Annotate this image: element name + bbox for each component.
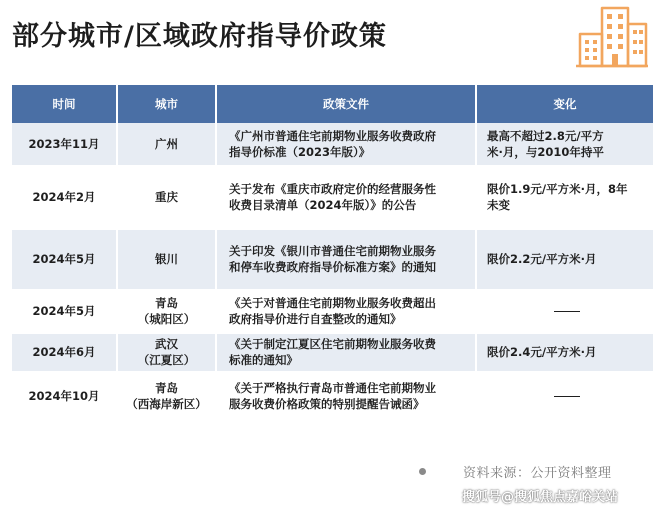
- doc-line: 《关于严格执行青岛市普通住宅前期物业: [229, 381, 436, 395]
- change-line: 限价2.2元/平方米·月: [487, 252, 597, 266]
- doc-line: 政府指导价进行自查整改的通知》: [229, 312, 402, 326]
- doc-line: 《广州市普通住宅前期物业服务收费政府: [229, 128, 436, 143]
- doc-line: 《关于制定江夏区住宅前期物业服务收费: [229, 337, 436, 351]
- cell-doc: [216, 372, 476, 420]
- city-district: （江夏区）: [137, 353, 196, 367]
- city-district: （西海岸新区）: [126, 397, 207, 411]
- doc-line: 《关于对普通住宅前期物业服务收费超出: [229, 296, 436, 310]
- doc-line: 服务收费价格政策的特别提醒告诫函》: [229, 397, 425, 411]
- city-name: 青岛: [155, 296, 178, 310]
- cell-doc: [216, 332, 476, 372]
- change-line: 未变: [487, 198, 510, 212]
- cell-change: [476, 228, 653, 290]
- dash-line: [554, 311, 580, 312]
- dash-line: [554, 396, 580, 397]
- doc-line: 标准的通知》: [229, 353, 298, 367]
- table-row: [12, 332, 653, 372]
- city-name: 银川: [155, 252, 178, 266]
- table-row: [12, 228, 653, 290]
- cell-time: 2023年11月: [12, 123, 117, 166]
- source-note: 资料来源：公开资料整理: [463, 466, 612, 481]
- city-name: 广州: [155, 136, 178, 151]
- cell-city: [117, 332, 216, 372]
- cell-city: [117, 166, 216, 228]
- cell-doc: [216, 290, 476, 332]
- city-buildings-icon: [574, 4, 650, 68]
- doc-line: 关于印发《银川市普通住宅前期物业服务: [229, 244, 436, 258]
- header-time: 时间: [12, 85, 117, 123]
- cell-change: [476, 332, 653, 372]
- table-header-row: [12, 85, 653, 123]
- city-name: 武汉: [155, 337, 178, 351]
- doc-line: 关于发布《重庆市政府定价的经营服务性: [229, 182, 436, 196]
- policy-table: [12, 85, 653, 422]
- cell-city: [117, 290, 216, 332]
- city-district: （城阳区）: [137, 312, 196, 326]
- doc-line: 收费目录清单（2024年版）》的公告: [229, 198, 417, 212]
- cell-change: [476, 123, 653, 166]
- city-name: 重庆: [155, 190, 178, 204]
- doc-line: 指导价标准（2023年版）》: [229, 144, 371, 159]
- table-row: [12, 166, 653, 228]
- table-row: [12, 123, 653, 166]
- cell-city: [117, 372, 216, 420]
- cell-change: [476, 166, 653, 228]
- cell-city: [117, 123, 216, 166]
- cell-doc: [216, 123, 476, 166]
- change-line: 最高不超过2.8元/平方: [487, 128, 604, 143]
- cell-time: 2024年2月: [12, 166, 117, 228]
- cell-time: 2024年5月: [12, 228, 117, 290]
- header-city: 城市: [117, 85, 216, 123]
- header-change: 变化: [476, 85, 653, 123]
- cell-change: [476, 372, 653, 420]
- cell-time: 2024年5月: [12, 290, 117, 332]
- table-row: [12, 290, 653, 332]
- change-line: 限价2.4元/平方米·月: [487, 345, 597, 359]
- cell-time: 2024年6月: [12, 332, 117, 372]
- cell-change: [476, 290, 653, 332]
- doc-line: 和停车收费政府指导价标准方案》的通知: [229, 260, 436, 274]
- header-doc: 政策文件: [216, 85, 476, 123]
- change-line: 限价1.9元/平方米·月，8年: [487, 182, 628, 196]
- city-name: 青岛: [155, 381, 178, 395]
- source-bullet-icon: [419, 468, 426, 475]
- page-title: 部分城市/区域政府指导价政策: [12, 21, 387, 52]
- watermark: 搜狐号@搜狐焦点嘉峪关站: [462, 490, 619, 505]
- cell-doc: [216, 228, 476, 290]
- table-row: [12, 372, 653, 420]
- cell-doc: [216, 166, 476, 228]
- cell-time: 2024年10月: [12, 372, 117, 420]
- cell-city: [117, 228, 216, 290]
- change-line: 米·月，与2010年持平: [487, 144, 604, 159]
